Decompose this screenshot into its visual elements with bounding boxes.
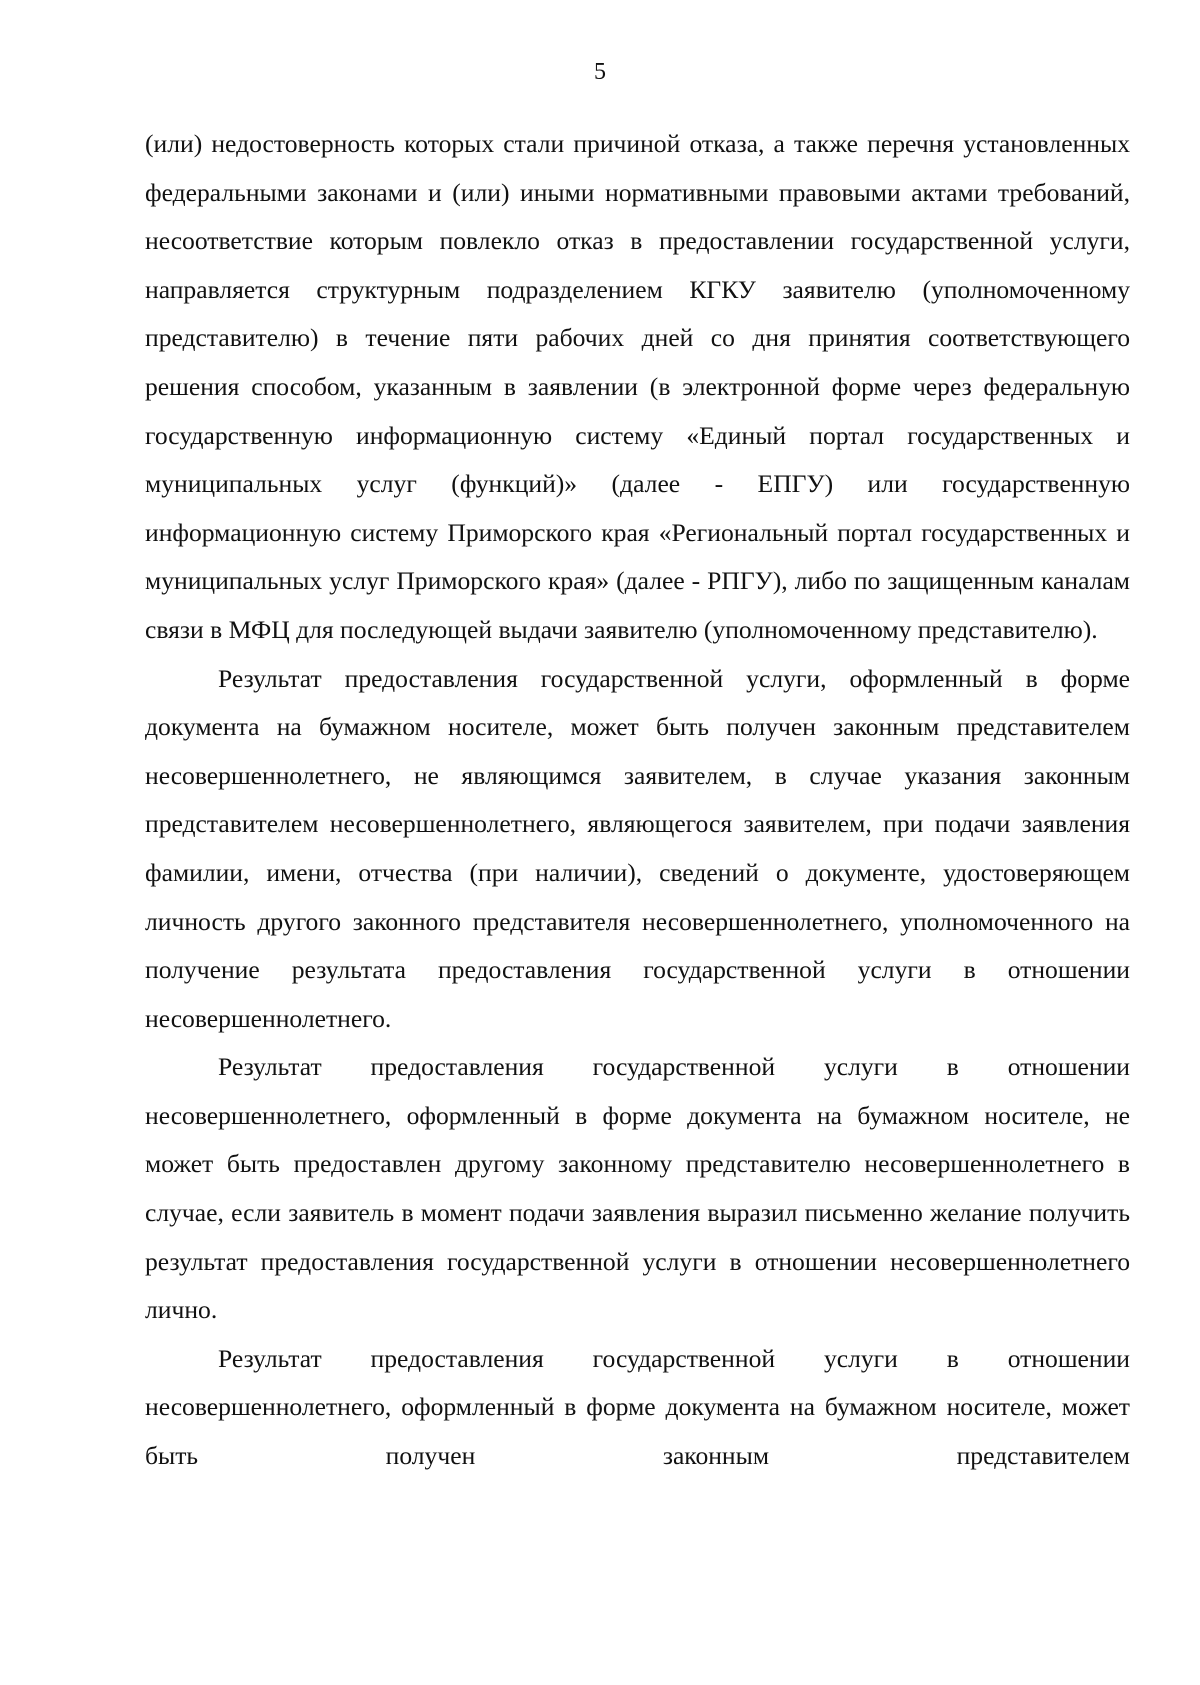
paragraph-paper-result-restriction: Результат предоставления государственной услуги в отношении несовершеннолетнего, оформленный в форме документа на бумажном носителе, не может быть предоставлен другому законному представителю несовершеннолетнего в случае, если заявитель в момент подачи заявления выразил письменно желание получить результат предоставления государственной услуги в отношении несовершеннолетнего лично. xyxy=(145,1052,1130,1325)
paragraph-paper-result-other-representative: Результат предоставления государственной услуги, оформленный в форме документа на бумажном носителе, может быть получен законным представителем несовершеннолетнего, не являющимся заявителем, в случае указания законным представителем несовершеннолетнего, являющегося заявителем, при подачи заявления фамилии, имени, отчества (при наличии), сведений о документе, удостоверяющем личность другого законного представителя несовершеннолетнего, уполномоченного на получение результата предоставления государственной услуги в отношении несовершеннолетнего. xyxy=(145,663,1130,1033)
paragraph-refusal-notice: (или) недостоверность которых стали причиной отказа, а также перечня установленных федеральными законами и (или) иными нормативными правовыми актами требований, несоответствие которым повлекло отказ в предоставлении государственной услуги, направляется структурным подразделением КГКУ заявителю (уполномоченному представителю) в течение пяти рабочих дней со дня принятия соответствующего решения способом, указанным в заявлении (в электронной форме через федеральную государственную информационную систему «Единый портал государственных и муниципальных услуг (функций)» (далее - ЕПГУ) или государственную информационную систему Приморского края «Региональный портал государственных и муниципальных услуг Приморского края» (далее - РПГУ), либо по защищенным каналам связи в МФЦ для последующей выдачи заявителю (уполномоченному представителю). xyxy=(145,129,1130,644)
paragraph-paper-result-continuation: Результат предоставления государственной услуги в отношении несовершеннолетнего, оформленный в форме документа на бумажном носителе, может быть получен законным представителем xyxy=(145,1343,1130,1471)
page-number: 5 xyxy=(594,59,606,85)
document-body xyxy=(145,120,1130,1481)
